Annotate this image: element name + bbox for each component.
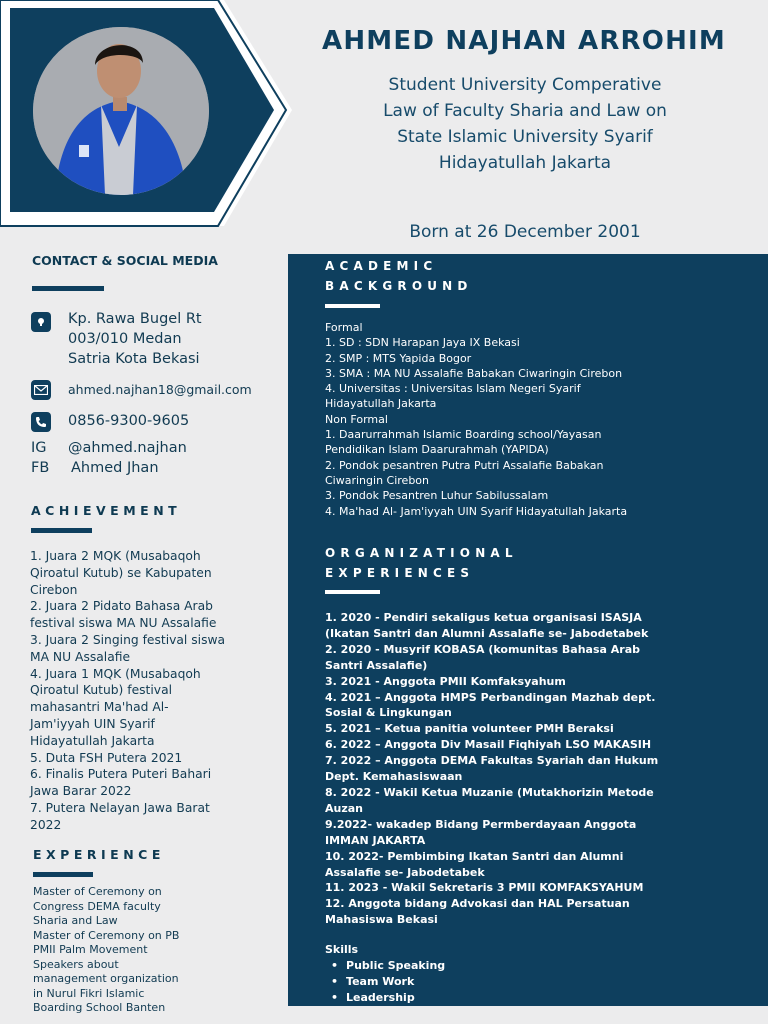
subtitle-line: Student University Comperative	[388, 75, 662, 95]
address	[68, 309, 202, 369]
achievement-line: Hidayatullah Jakarta	[30, 733, 155, 748]
achievement-line: Jawa Barar 2022	[30, 784, 132, 799]
subtitle-line: State Islamic University Syarif	[397, 127, 653, 147]
organizational-title	[325, 543, 518, 583]
achievement-line: 6. Finalis Putera Puteri Bahari	[30, 767, 212, 782]
achievement-line: 2022	[30, 817, 62, 832]
experience-divider	[33, 872, 93, 877]
subtitle	[330, 72, 720, 176]
academic-line: Hidayatullah Jakarta	[325, 397, 437, 411]
achievement-line: Jam'iyyah UIN Syarif	[30, 716, 155, 731]
organizational-line: 6. 2022 – Anggota Div Masail Fiqhiyah LSO MAKASIH	[325, 738, 652, 752]
subtitle-line: Hidayatullah Jakarta	[438, 153, 612, 173]
achievement-line: Qiroatul Kutub) se Kabupaten	[30, 565, 212, 580]
organizational-title-line: ORGANIZATIONAL	[325, 546, 518, 560]
academic-line: Pendidikan Islam Daarurahmah (YAPIDA)	[325, 443, 549, 457]
experience-line: PMII Palm Movement	[33, 943, 148, 956]
experience-line: Speakers about	[33, 957, 119, 971]
organizational-line: Sosial & Lingkungan	[325, 706, 452, 720]
subtitle-line: Law of Faculty Sharia and Law on	[383, 101, 667, 121]
skill-item: • Public Speaking	[331, 958, 625, 974]
right-panel	[288, 254, 768, 1006]
achievement-line: Cirebon	[30, 582, 78, 597]
achievement-line: 4. Juara 1 MQK (Musabaqoh	[30, 666, 201, 681]
achievement-list	[30, 548, 250, 834]
achievement-line: 7. Putera Nelayan Jawa Barat	[30, 800, 210, 815]
profile-photo	[33, 27, 209, 195]
facebook-label: FB	[31, 460, 50, 476]
academic-line: Ciwaringin Cirebon	[325, 473, 430, 487]
experience-line: Master of Ceremony on PB	[33, 928, 180, 942]
experience-line: management organization	[33, 972, 179, 985]
academic-line: Formal	[325, 321, 363, 334]
achievement-line: festival siswa MA NU Assalafie	[30, 616, 217, 631]
address-line: 003/010 Medan	[68, 331, 182, 347]
organizational-line: Santri Assalafie)	[325, 658, 428, 672]
organizational-title-line: EXPERIENCES	[325, 566, 475, 580]
birth-date: Born at 26 December 2001	[409, 222, 641, 242]
email-icon	[31, 380, 51, 400]
organizational-line: 5. 2021 – Ketua panitia volunteer PMH Beraksi	[325, 722, 614, 736]
organizational-line: 4. 2021 – Anggota HMPS Perbandingan Mazhab dept.	[325, 690, 656, 704]
academic-line: 4. Universitas : Universitas Islam Negeri Syarif	[325, 382, 581, 396]
achievement-line: 3. Juara 2 Singing festival siswa	[30, 632, 226, 647]
academic-line: 1. SD : SDN Harapan Jaya IX Bekasi	[325, 336, 520, 350]
address-line: Satria Kota Bekasi	[68, 351, 200, 367]
experience-line: Boarding School Banten	[33, 1001, 166, 1014]
academic-title-line: BACKGROUND	[325, 279, 473, 293]
academic-list	[325, 320, 755, 519]
experience-line: Sharia and Law	[33, 914, 118, 927]
achievement-line: 2. Juara 2 Pidato Bahasa Arab	[30, 599, 213, 614]
experience-list	[33, 885, 233, 1016]
experience-line: Congress DEMA faculty	[33, 899, 161, 913]
academic-line: 1. Daarurrahmah Islamic Boarding school/Yayasan	[325, 428, 602, 442]
experience-title: EXPERIENCE	[33, 847, 165, 862]
experience-line: Master of Ceremony on	[33, 885, 162, 898]
achievement-line: MA NU Assalafie	[30, 649, 131, 664]
organizational-line: (Ikatan Santri dan Alumni Assalafie se- Jabodetabek	[325, 626, 649, 640]
achievement-line: 1. Juara 2 MQK (Musabaqoh	[30, 549, 201, 563]
instagram-handle: @ahmed.najhan	[68, 440, 187, 456]
contact-title: CONTACT & SOCIAL MEDIA	[32, 253, 218, 268]
organizational-line: 8. 2022 - Wakil Ketua Muzanie (Mutakhorizin Metode	[325, 785, 654, 799]
organizational-line: 1. 2020 - Pendiri sekaligus ketua organisasi ISASJA	[325, 611, 642, 624]
skills-title: Skills	[325, 943, 359, 956]
academic-line: 2. SMP : MTS Yapida Bogor	[325, 351, 472, 365]
academic-line: 3. Pondok Pesantren Luhur Sabilussalam	[325, 489, 549, 503]
organizational-line: IMMAN JAKARTA	[325, 833, 426, 847]
organizational-divider	[325, 590, 380, 594]
academic-line: Non Formal	[325, 412, 388, 426]
location-icon	[31, 312, 51, 332]
organizational-line: 2. 2020 - Musyrif KOBASA (komunitas Bahasa Arab	[325, 642, 641, 656]
skills-section	[325, 942, 625, 1006]
skill-item: • Team Work	[331, 974, 625, 990]
organizational-line: Mahasiswa Bekasi	[325, 913, 438, 927]
organizational-line: Dept. Kemahasiswaan	[325, 770, 463, 784]
academic-divider	[325, 304, 380, 308]
skill-item: • Leadership	[331, 990, 625, 1006]
organizational-line: Assalafie se- Jabodetabek	[325, 865, 485, 879]
organizational-list	[325, 610, 755, 928]
organizational-line: 12. Anggota bidang Advokasi dan HAL Persatuan	[325, 897, 630, 911]
phone-icon	[31, 412, 51, 432]
contact-divider	[32, 286, 104, 291]
achievement-line: 5. Duta FSH Putera 2021	[30, 750, 183, 765]
achievement-line: mahasantri Ma'had Al-	[30, 700, 169, 715]
organizational-line: Auzan	[325, 801, 364, 815]
achievement-line: Qiroatul Kutub) festival	[30, 683, 173, 698]
organizational-line: 3. 2021 - Anggota PMII Komfaksyahum	[325, 674, 566, 688]
email-address: ahmed.najhan18@gmail.com	[68, 382, 252, 397]
academic-line: 3. SMA : MA NU Assalafie Babakan Ciwaringin Cirebon	[325, 366, 623, 380]
organizational-line: 10. 2022- Pembimbing Ikatan Santri dan Alumni	[325, 849, 624, 863]
skills-list	[325, 958, 625, 1006]
organizational-line: 7. 2022 – Anggota DEMA Fakultas Syariah dan Hukum	[325, 754, 659, 768]
academic-line: 4. Ma'had Al- Jam'iyyah UIN Syarif Hidayatullah Jakarta	[325, 504, 628, 518]
achievement-divider	[31, 528, 92, 533]
address-line: Kp. Rawa Bugel Rt	[68, 311, 202, 327]
academic-title	[325, 256, 473, 296]
phone-number: 0856-9300-9605	[68, 413, 190, 429]
organizational-line: 9.2022- wakadep Bidang Permberdayaan Anggota	[325, 817, 637, 831]
academic-line: 2. Pondok pesantren Putra Putri Assalafie Babakan	[325, 458, 604, 472]
academic-title-line: ACADEMIC	[325, 259, 438, 273]
person-name: AHMED NAJHAN ARROHIM	[322, 26, 726, 56]
facebook-name: Ahmed Jhan	[71, 460, 159, 476]
instagram-label: IG	[31, 440, 47, 456]
achievement-title: ACHIEVEMENT	[31, 503, 182, 518]
organizational-line: 11. 2023 - Wakil Sekretaris 3 PMII KOMFAKSYAHUM	[325, 881, 644, 895]
experience-line: in Nurul Fikri Islamic	[33, 986, 145, 1000]
